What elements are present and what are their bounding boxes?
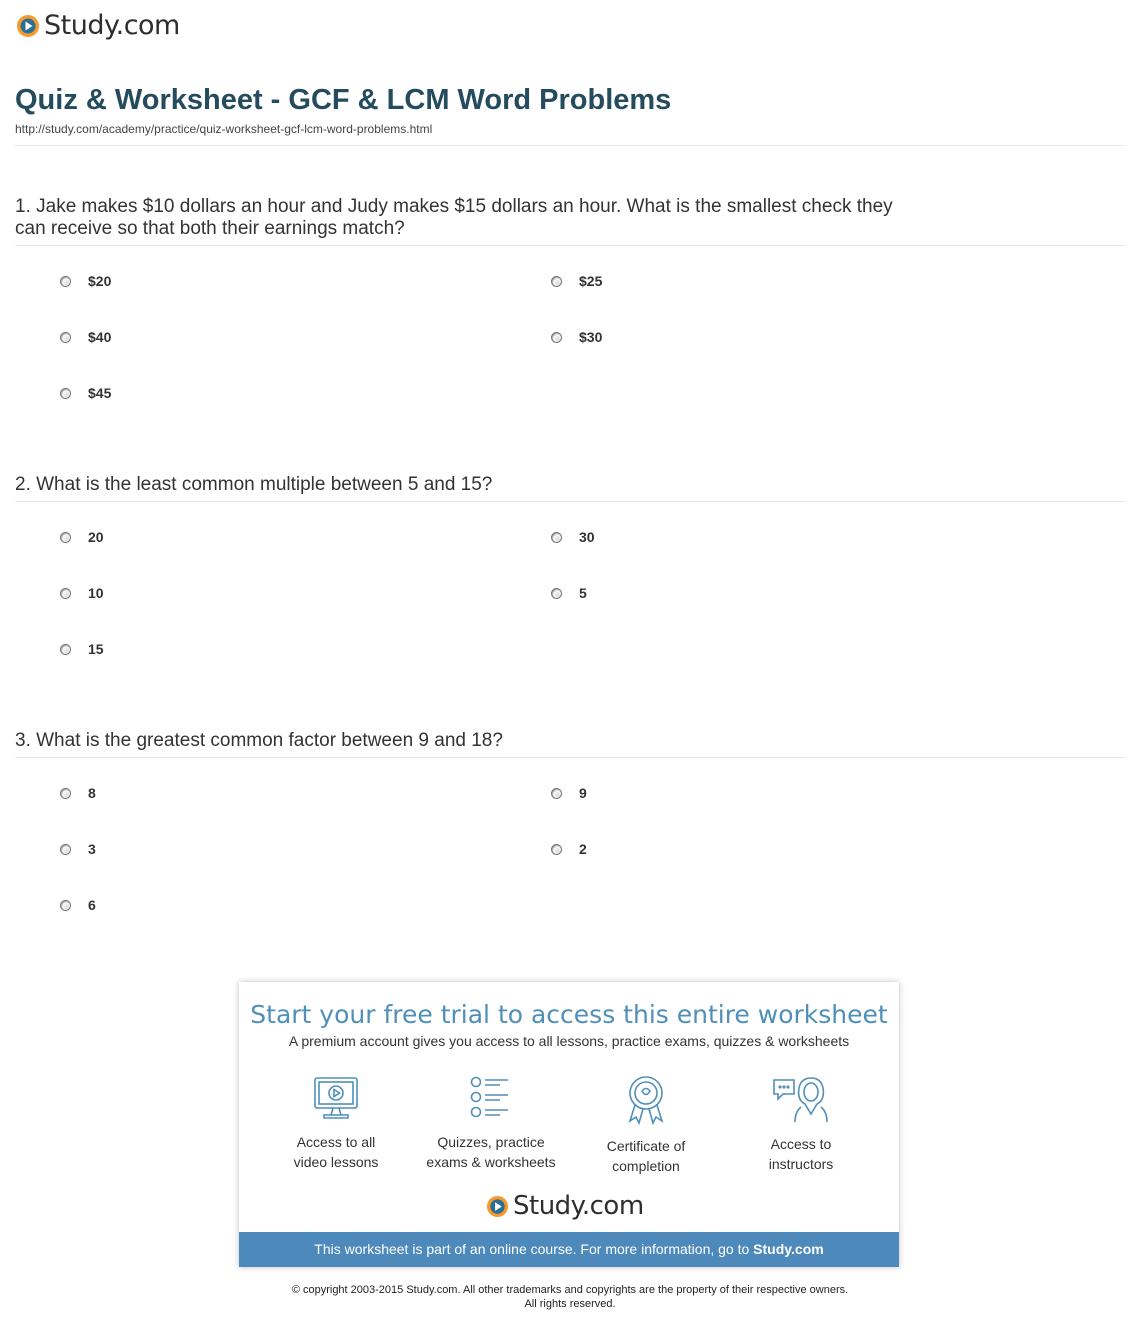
instructor-icon bbox=[771, 1074, 831, 1124]
divider bbox=[15, 757, 1125, 758]
page-url[interactable]: http://study.com/academy/practice/quiz-worksheet-gcf-lcm-word-problems.html bbox=[15, 122, 433, 136]
option-label: 3 bbox=[88, 841, 96, 857]
play-logo-icon bbox=[486, 1195, 509, 1218]
play-logo-icon bbox=[16, 14, 40, 38]
radio-button[interactable] bbox=[60, 332, 71, 343]
radio-button[interactable] bbox=[60, 788, 71, 799]
answer-option[interactable] bbox=[551, 785, 587, 801]
option-label: 15 bbox=[88, 641, 104, 657]
feature-label: Certificate of bbox=[606, 1138, 686, 1154]
feature-label: completion bbox=[612, 1158, 680, 1174]
answer-option[interactable] bbox=[60, 897, 96, 913]
logo-text: Study.com bbox=[513, 1191, 644, 1221]
question-2: 2. What is the least common multiple between 5 and 15? bbox=[15, 474, 493, 495]
answer-option[interactable] bbox=[60, 329, 111, 345]
radio-button[interactable] bbox=[60, 276, 71, 287]
free-trial-promo bbox=[239, 982, 899, 1267]
option-label: 9 bbox=[579, 785, 587, 801]
promo-title[interactable]: Start your free trial to access this entire worksheet bbox=[250, 1000, 888, 1029]
option-label: 2 bbox=[579, 841, 587, 857]
banner-text: This worksheet is part of an online course. For more information, go to bbox=[314, 1241, 750, 1257]
option-label: 30 bbox=[579, 529, 595, 545]
page-title: Quiz & Worksheet - GCF & LCM Word Problems bbox=[15, 84, 672, 116]
option-label: 5 bbox=[579, 585, 587, 601]
feature-quizzes bbox=[416, 1074, 566, 1172]
studycom-logo[interactable] bbox=[486, 1191, 644, 1221]
divider bbox=[15, 145, 1125, 146]
answer-option[interactable] bbox=[60, 385, 111, 401]
feature-video-lessons bbox=[261, 1074, 411, 1172]
answer-option[interactable] bbox=[60, 641, 104, 657]
copyright-line: © copyright 2003-2015 Study.com. All other trademarks and copyrights are the property of their respective owners. bbox=[291, 1284, 849, 1296]
feature-label: Access to bbox=[770, 1136, 832, 1152]
studycom-link[interactable]: Study.com bbox=[753, 1241, 824, 1257]
option-label: $45 bbox=[88, 385, 112, 401]
option-label: 8 bbox=[88, 785, 96, 801]
feature-certificate bbox=[571, 1074, 721, 1176]
feature-label: Access to all bbox=[296, 1134, 376, 1150]
radio-button[interactable] bbox=[60, 388, 71, 399]
answer-option[interactable] bbox=[60, 273, 111, 289]
answer-option[interactable] bbox=[551, 273, 602, 289]
answer-option[interactable] bbox=[551, 585, 587, 601]
option-label: 20 bbox=[88, 529, 104, 545]
option-label: $25 bbox=[579, 273, 603, 289]
radio-button[interactable] bbox=[551, 844, 562, 855]
divider bbox=[15, 501, 1125, 502]
option-label: $20 bbox=[88, 273, 112, 289]
answer-option[interactable] bbox=[60, 785, 96, 801]
question-3: 3. What is the greatest common factor between 9 and 18? bbox=[15, 730, 503, 751]
radio-button[interactable] bbox=[60, 588, 71, 599]
copyright-line: All rights reserved. bbox=[524, 1298, 616, 1310]
feature-label: instructors bbox=[768, 1156, 834, 1172]
answer-option[interactable] bbox=[60, 585, 104, 601]
radio-button[interactable] bbox=[551, 276, 562, 287]
radio-button[interactable] bbox=[551, 588, 562, 599]
option-label: 10 bbox=[88, 585, 104, 601]
radio-button[interactable] bbox=[60, 644, 71, 655]
divider bbox=[15, 245, 1125, 246]
logo-text: Study.com bbox=[44, 10, 180, 41]
answer-option[interactable] bbox=[551, 841, 587, 857]
feature-label: exams & worksheets bbox=[426, 1154, 556, 1170]
promo-subtitle: A premium account gives you access to all lessons, practice exams, quizzes & worksheets bbox=[288, 1033, 850, 1049]
quiz-list-icon bbox=[466, 1074, 516, 1122]
radio-button[interactable] bbox=[60, 900, 71, 911]
answer-option[interactable] bbox=[551, 329, 602, 345]
feature-label: video lessons bbox=[293, 1154, 379, 1170]
radio-button[interactable] bbox=[60, 532, 71, 543]
feature-label: Quizzes, practice bbox=[437, 1134, 545, 1150]
option-label: 6 bbox=[88, 897, 96, 913]
radio-button[interactable] bbox=[60, 844, 71, 855]
studycom-logo[interactable] bbox=[16, 10, 180, 41]
certificate-icon bbox=[621, 1074, 671, 1126]
radio-button[interactable] bbox=[551, 332, 562, 343]
radio-button[interactable] bbox=[551, 532, 562, 543]
feature-instructors bbox=[726, 1074, 876, 1174]
answer-option[interactable] bbox=[551, 529, 595, 545]
option-label: $40 bbox=[88, 329, 112, 345]
radio-button[interactable] bbox=[551, 788, 562, 799]
answer-option[interactable] bbox=[60, 841, 96, 857]
video-lesson-icon bbox=[311, 1074, 361, 1122]
course-info-banner bbox=[239, 1232, 899, 1267]
answer-option[interactable] bbox=[60, 529, 104, 545]
question-1: 1. Jake makes $10 dollars an hour and Judy makes $15 dollars an hour. What is the smallest check they can receive so that both their earnings match? bbox=[15, 196, 893, 239]
option-label: $30 bbox=[579, 329, 603, 345]
copyright-notice bbox=[0, 1283, 1140, 1311]
